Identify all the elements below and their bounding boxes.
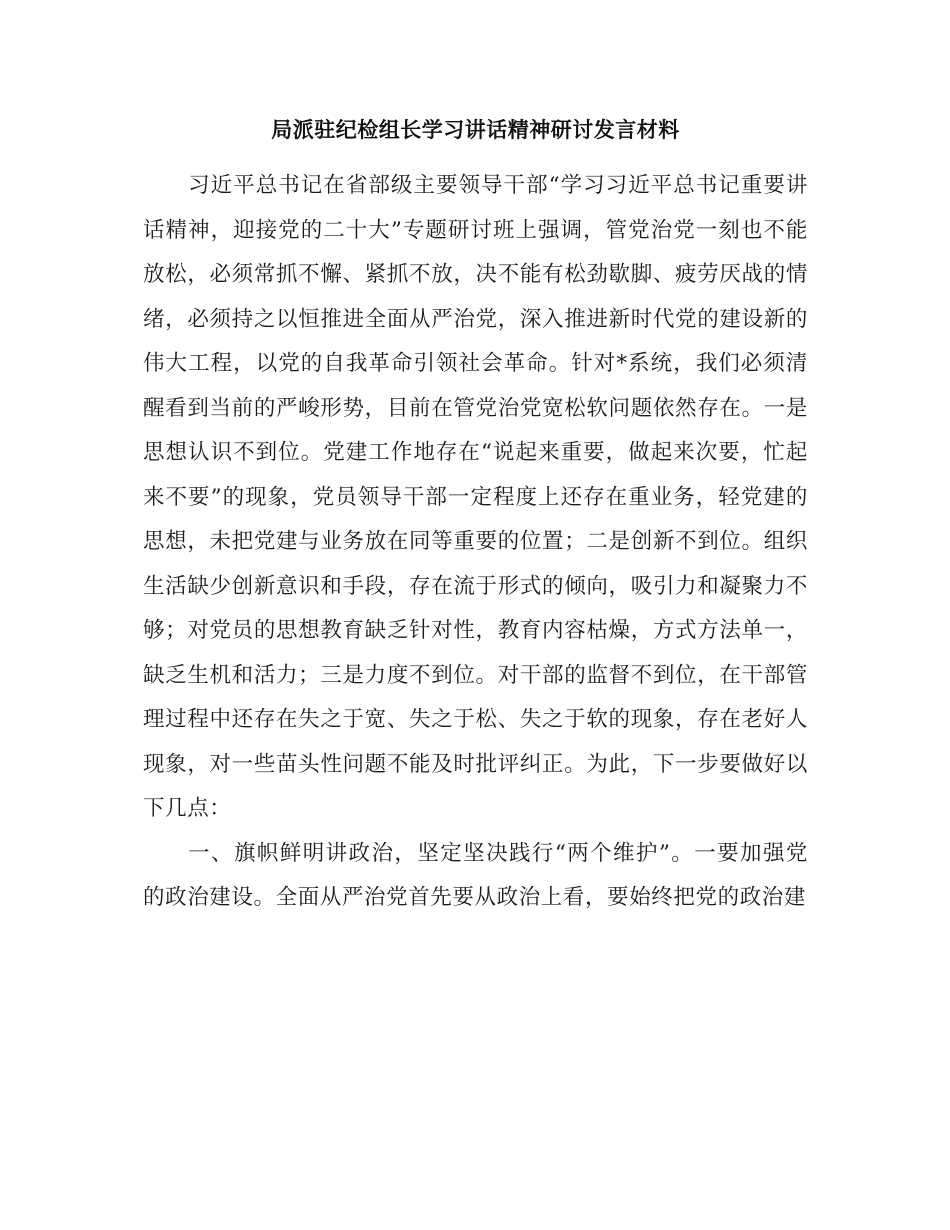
- document-title: 局派驻纪检组长学习讲话精神研讨发言材料: [271, 118, 680, 142]
- document-page: [143, 108, 808, 921]
- document-body: [143, 164, 808, 921]
- paragraph-intro: 习近平总书记在省部级主要领导干部“学习习近平总书记重要讲话精神，迎接党的二十大”专题研讨班上强调，管党治党一刻也不能放松，必须常抓不懈、紧抓不放，决不能有松劲歇脚、疲劳厌战的情绪，必须持之以恒推进全面从严治党，深入推进新时代党的建设新的伟大工程，以党的自我革命引领社会革命。针对*系统，我们必须清醒看到当前的严峻形势，目前在管党治党宽松软问题依然存在。一是思想认识不到位。党建工作地存在“说起来重要，做起来次要，忙起来不要”的现象，党员领导干部一定程度上还存在重业务，轻党建的思想，未把党建与业务放在同等重要的位置；二是创新不到位。组织生活缺少创新意识和手段，存在流于形式的倾向，吸引力和凝聚力不够；对党员的思想教育缺乏针对性，教育内容枯燥，方式方法单一，缺乏生机和活力；三是力度不到位。对干部的监督不到位，在干部管理过程中还存在失之于宽、失之于松、失之于软的现象，存在老好人现象，对一些苗头性问题不能及时批评纠正。为此，下一步要做好以下几点：: [143, 173, 808, 821]
- paragraph-section-one: 一、旗帜鲜明讲政治，坚定坚决践行“两个维护”。一要加强党的政治建设。全面从严治党首先要从政治上看，要始终把党的政治建: [143, 840, 808, 910]
